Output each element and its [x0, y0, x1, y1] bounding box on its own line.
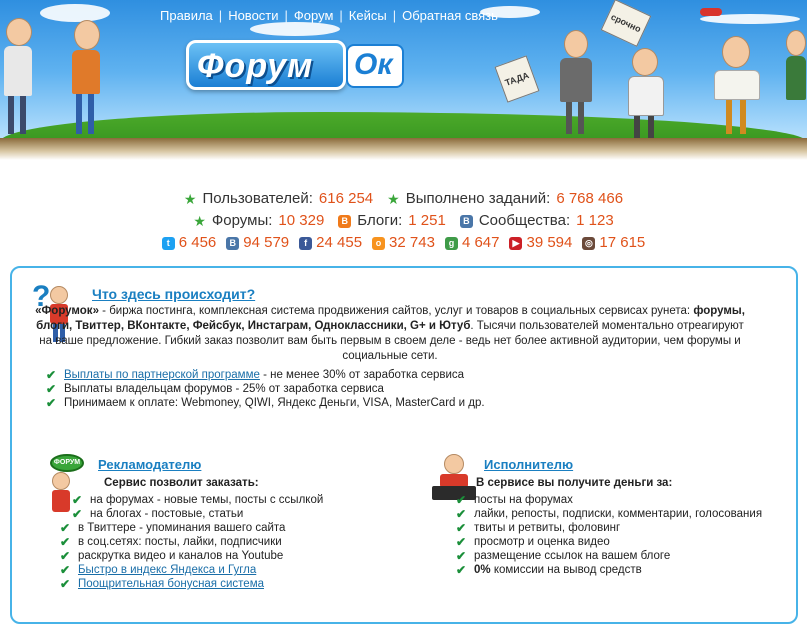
- check-icon: ✔: [46, 396, 57, 410]
- advertiser-subtitle: Сервис позволит заказать:: [104, 477, 259, 489]
- nav-forum[interactable]: Форум: [293, 8, 334, 23]
- list-item: ✔ просмотр и оценка видео: [456, 535, 610, 549]
- sign-right: срочно: [601, 0, 652, 47]
- top-nav: Правила | Новости | Форум | Кейсы | Обратная связь: [160, 8, 498, 23]
- check-icon: ✔: [456, 521, 467, 535]
- cartoon-man-edge: [784, 30, 807, 136]
- users-label: Пользователей:: [202, 190, 313, 207]
- communities-label: Сообщества:: [478, 212, 571, 229]
- check-icon: ✔: [46, 382, 57, 396]
- site-logo[interactable]: [186, 40, 418, 98]
- check-icon: ✔: [72, 493, 83, 507]
- stats-block: [0, 188, 807, 254]
- social-item-facebook: f 24 455: [299, 232, 362, 254]
- tasks-value: 6 768 466: [556, 190, 624, 207]
- social-item-twitter: t 6 456: [162, 232, 217, 254]
- check-icon: ✔: [60, 563, 71, 577]
- blogs-label: Блоги:: [357, 212, 403, 229]
- cartoon-boy-backpack: [68, 20, 104, 136]
- forums-value: 10 329: [278, 212, 325, 229]
- info-panel: [10, 266, 798, 624]
- header-banner: [0, 0, 807, 160]
- performer-subtitle-wrap: [476, 476, 672, 490]
- list-item: ✔ Выплаты владельцам форумов - 25% от заработка сервиса: [46, 382, 384, 396]
- list-item: ✔ в Твиттере - упоминания вашего сайта: [60, 521, 286, 535]
- list-item: ✔ Выплаты по партнерской программе - не менее 30% от заработка сервиса: [46, 368, 465, 382]
- list-item: ✔ в соц.сетях: посты, лайки, подписчики: [60, 535, 282, 549]
- performer-subtitle: В сервисе вы получите деньги за:: [476, 477, 673, 489]
- vk-icon: B: [226, 237, 239, 250]
- performer-list: [456, 493, 762, 577]
- sign-left: ТАДА: [495, 55, 540, 102]
- logo-main-box: Форум: [186, 40, 346, 90]
- cartoon-advertiser-icon: [50, 472, 72, 512]
- about-title-link[interactable]: Что здесь происходит?: [92, 286, 256, 302]
- star-icon: ★: [183, 191, 197, 207]
- social-item-instagram: ◎ 17 615: [582, 232, 645, 254]
- odnoklassniki-icon: o: [372, 237, 385, 250]
- vk-icon: B: [460, 215, 473, 228]
- check-icon: ✔: [456, 549, 467, 563]
- social-item-youtube: ▶ 39 594: [509, 232, 572, 254]
- twitter-icon: t: [162, 237, 175, 250]
- fast-index-link[interactable]: Быстро в индекс Яндекса и Гугла: [78, 564, 257, 576]
- about-intro: «Форумок» - биржа постинга, комплексная система продвижения сайтов, услуг и товаров в социальных сервисах рунета: форумы, блоги, Твиттер, ВКонтакте, Фейсбук, Инстаграм, Одноклассники, G+ и Ютуб. Тысячи пользователей моментально отреагируют на ваше предложение. Гибкий заказ позволит вам быть первым в своем деле - ведь нет более активной аудитории, чем форумы и социальные сети.: [35, 305, 745, 362]
- star-icon: ★: [387, 191, 400, 207]
- list-item: ✔ твиты и ретвиты, фоловинг: [456, 521, 621, 535]
- nav-cases[interactable]: Кейсы: [348, 8, 387, 23]
- list-item: ✔ посты на форумах: [456, 493, 573, 507]
- check-icon: ✔: [60, 521, 71, 535]
- facebook-icon: f: [299, 237, 312, 250]
- partner-program-link[interactable]: Выплаты по партнерской программе: [64, 369, 260, 381]
- about-checklist: [46, 368, 485, 410]
- check-icon: ✔: [60, 549, 71, 563]
- advertiser-list: [60, 493, 324, 591]
- cloud: [250, 22, 340, 36]
- nav-feedback[interactable]: Обратная связь: [402, 8, 498, 23]
- logo-ok-box: Ок: [346, 44, 404, 88]
- cartoon-businessman: [556, 30, 596, 134]
- communities-value: 1 123: [576, 212, 614, 229]
- check-icon: ✔: [60, 577, 71, 591]
- check-icon: ✔: [456, 563, 467, 577]
- nav-news[interactable]: Новости: [228, 8, 279, 23]
- social-item-odnoklassniki: o 32 743: [372, 232, 435, 254]
- forums-label: Форумы:: [211, 212, 273, 229]
- star-icon: ★: [193, 213, 206, 229]
- check-icon: ✔: [46, 368, 57, 382]
- list-item: ✔ размещение ссылок на вашем блоге: [456, 549, 671, 563]
- check-icon: ✔: [72, 507, 83, 521]
- list-item: [60, 563, 323, 577]
- blogger-icon: B: [338, 215, 351, 228]
- stats-row-1: [0, 188, 807, 210]
- question-mark-icon: ?: [32, 280, 51, 313]
- youtube-icon: ▶: [509, 237, 522, 250]
- check-icon: ✔: [60, 535, 71, 549]
- list-item: ✔ раскрутка видео и каналов на Youtube: [60, 549, 284, 563]
- performer-column: [484, 458, 573, 473]
- advertiser-title-link[interactable]: Рекламодателю: [98, 457, 202, 472]
- users-value: 616 254: [318, 190, 374, 207]
- instagram-icon: ◎: [582, 237, 595, 250]
- cartoon-man-shouting: [622, 48, 670, 138]
- check-icon: ✔: [456, 507, 467, 521]
- list-item: ✔ 0% комиссии на вывод средств: [456, 563, 642, 577]
- list-item: ✔ на блогах - постовые, статьи: [72, 507, 244, 521]
- check-icon: ✔: [456, 535, 467, 549]
- social-stats-row: [0, 232, 807, 254]
- stats-row-2: [0, 210, 807, 232]
- bonus-system-link[interactable]: Поощрительная бонусная система: [78, 578, 264, 590]
- googleplus-icon: g: [445, 237, 458, 250]
- social-item-vk: B 94 579: [226, 232, 289, 254]
- tasks-label: Выполнено заданий:: [405, 190, 551, 207]
- social-item-googleplus: g 4 647: [445, 232, 500, 254]
- check-icon: ✔: [456, 493, 467, 507]
- ground: [0, 138, 807, 160]
- cartoon-man-newspaper: [712, 36, 762, 136]
- blogs-value: 1 251: [408, 212, 446, 229]
- list-item: ✔ на форумах - новые темы, посты с ссылкой: [72, 493, 324, 507]
- cartoon-man-glasses: [2, 18, 34, 136]
- list-item: ✔ лайки, репосты, подписки, комментарии, голосования: [456, 507, 763, 521]
- list-item: ✔ Принимаем к оплате: Webmoney, QIWI, Яндекс Деньги, VISA, MasterCard и др.: [46, 396, 485, 410]
- list-item: [60, 577, 323, 591]
- advertiser-column: [98, 458, 201, 473]
- nav-rules[interactable]: Правила: [160, 8, 213, 23]
- performer-title-link[interactable]: Исполнителю: [484, 457, 574, 472]
- advertiser-subtitle-wrap: [104, 476, 259, 490]
- forum-badge-icon: ФОРУМ: [50, 454, 84, 472]
- plane-icon: [700, 8, 722, 16]
